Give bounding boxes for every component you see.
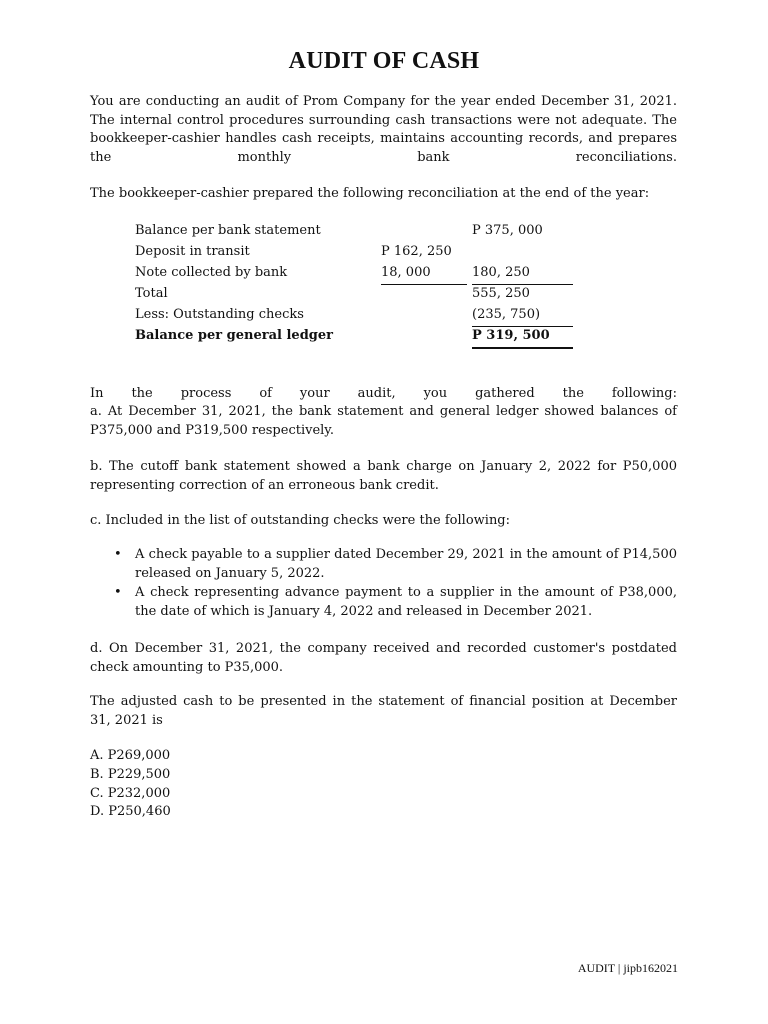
- recon-row-note-collected: [135, 263, 575, 284]
- recon-row-ledger-balance: [135, 326, 575, 347]
- list-item: [90, 584, 677, 621]
- list-item: [90, 546, 677, 583]
- recon-row-deposit-transit: [135, 242, 575, 263]
- recon-col1: [381, 328, 467, 347]
- recon-label: Balance per bank statement: [135, 223, 321, 238]
- recon-row-total: [135, 284, 575, 305]
- answer-choices: [90, 747, 171, 822]
- process-line: In the process of your audit, you gathered the following:: [90, 386, 677, 401]
- recon-col1: [381, 307, 467, 326]
- choice-a: A. P269,000: [90, 748, 171, 763]
- item-a: a. At December 31, 2021, the bank statement and general ledger showed balances of P375,000 and P319,500 respectively.: [90, 404, 677, 438]
- outstanding-checks-list: [90, 546, 677, 622]
- choice-c: C. P232,000: [90, 785, 171, 801]
- recon-col1: [381, 223, 467, 242]
- recon-label: Less: Outstanding checks: [135, 307, 304, 322]
- bullet-icon: •: [114, 585, 122, 600]
- page-footer: AUDIT | jipb162021: [577, 961, 678, 975]
- page-title: AUDIT OF CASH: [288, 48, 480, 74]
- recon-col1: [381, 286, 467, 305]
- bullet-text: A check payable to a supplier dated December 29, 2021 in the amount of P14,500 released on January 5, 2022.: [135, 547, 677, 581]
- recon-col1: P 162, 250: [381, 244, 452, 259]
- recon-col2: 555, 250: [472, 286, 530, 301]
- recon-col2: [472, 244, 573, 263]
- recon-col2: (235, 750): [472, 307, 573, 327]
- recon-label: Deposit in transit: [135, 244, 250, 259]
- reconciliation-table: [135, 221, 575, 347]
- choice-d: D. P250,460: [90, 804, 171, 820]
- choice-b: B. P229,500: [90, 766, 171, 782]
- recon-row-bank-balance: [135, 221, 575, 242]
- item-c: c. Included in the list of outstanding checks were the following:: [90, 513, 511, 528]
- recon-col2: 180, 250: [472, 265, 573, 285]
- item-d: d. On December 31, 2021, the company received and recorded customer's postdated check amounting to P35,000.: [90, 641, 677, 675]
- item-b: b. The cutoff bank statement showed a bank charge on January 2, 2022 for P50,000 representing correction of an erroneous bank credit.: [90, 459, 677, 493]
- recon-label: Balance per general ledger: [135, 328, 334, 343]
- recon-col2: P 375, 000: [472, 223, 543, 238]
- recon-col2: P 319, 500: [472, 328, 573, 349]
- recon-label: Total: [135, 286, 168, 301]
- bullet-icon: •: [114, 547, 122, 562]
- intro-paragraph: You are conducting an audit of Prom Company for the year ended December 31, 2021. The internal control procedures surrounding cash transactions were not adequate. The bookkeeper-cashier handles cash receipts, maintains accounting records, and prepares the monthly bank reconciliations.: [90, 94, 677, 165]
- recon-label: Note collected by bank: [135, 265, 288, 280]
- recon-row-outstanding-checks: [135, 305, 575, 326]
- question-text: The adjusted cash to be presented in the statement of financial position at December 31, 2021 is: [90, 694, 677, 728]
- recon-col1: 18, 000: [381, 265, 467, 285]
- reconciliation-intro: The bookkeeper-cashier prepared the following reconciliation at the end of the year:: [90, 186, 650, 201]
- bullet-text: A check representing advance payment to a supplier in the amount of P38,000, the date of which is January 4, 2022 and released in December 2021.: [135, 585, 677, 619]
